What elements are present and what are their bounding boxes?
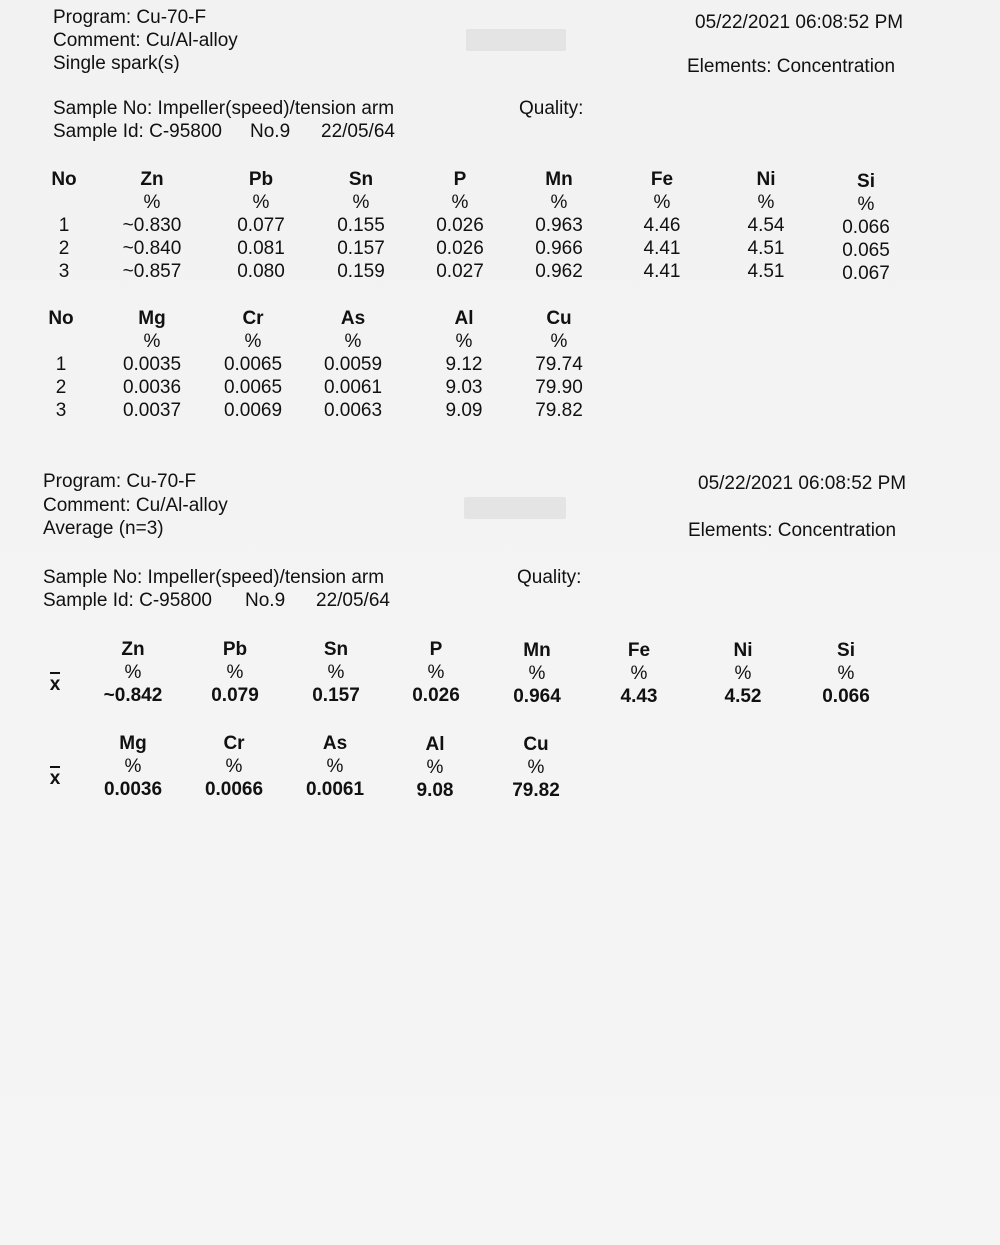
column-zn <box>107 168 197 283</box>
mean-letter: x <box>49 674 61 695</box>
avg-column-cu <box>491 733 581 802</box>
column-cu <box>514 307 604 422</box>
element-header: Zn <box>121 639 145 660</box>
element-header: Al <box>454 308 474 329</box>
table-cell: 9.03 <box>445 377 483 398</box>
average-value: ~0.842 <box>103 685 163 706</box>
no-column <box>44 168 84 283</box>
column-mg <box>107 307 197 422</box>
unit-label: % <box>550 192 568 213</box>
sample-id-label: Sample Id: C-95800 <box>43 590 212 611</box>
row-number: 2 <box>58 238 70 259</box>
table-cell: 0.962 <box>535 261 583 282</box>
table-cell: 0.077 <box>237 215 285 236</box>
table-cell: 0.081 <box>237 238 285 259</box>
table-cell: 0.159 <box>337 261 385 282</box>
average-value: 0.026 <box>412 685 460 706</box>
table-cell: 9.12 <box>445 354 483 375</box>
table-cell: 4.54 <box>747 215 785 236</box>
avg-column-mn <box>492 639 582 708</box>
avg-column-p <box>391 638 481 707</box>
row-number: 3 <box>55 400 67 421</box>
table-cell: 9.09 <box>445 400 483 421</box>
element-header: Si <box>857 171 875 192</box>
column-header: No <box>51 169 77 190</box>
mode-label: Average (n=3) <box>43 518 164 539</box>
mean-symbol <box>45 766 65 790</box>
sample-date: 22/05/64 <box>321 121 395 142</box>
table-cell: 0.0065 <box>223 354 283 375</box>
element-header: Ni <box>756 169 776 190</box>
average-value: 0.066 <box>822 686 870 707</box>
average-value: 0.0061 <box>305 779 365 800</box>
table-cell: 0.027 <box>436 261 484 282</box>
average-value: 0.964 <box>513 686 561 707</box>
element-header: Pb <box>248 169 274 190</box>
unit-label: % <box>226 662 244 683</box>
unit-label: % <box>327 662 345 683</box>
datetime-label: 05/22/2021 06:08:52 PM <box>695 12 904 33</box>
column-mn <box>514 168 604 283</box>
table-cell: 4.51 <box>747 261 785 282</box>
table-cell: 0.963 <box>535 215 583 236</box>
unit-label: % <box>244 331 262 352</box>
element-header: As <box>322 733 348 754</box>
table-cell: 0.0061 <box>323 377 383 398</box>
table-cell: 0.157 <box>337 238 385 259</box>
avg-column-si <box>801 639 891 708</box>
element-header: Mg <box>119 733 147 754</box>
avg-column-fe <box>594 639 684 708</box>
unit-label: % <box>757 192 775 213</box>
unit-label: % <box>352 192 370 213</box>
column-ni <box>721 168 811 283</box>
average-value: 0.079 <box>211 685 259 706</box>
element-header: Mn <box>523 640 551 661</box>
unit-label: % <box>124 756 142 777</box>
sample-no-label: Sample No: Impeller(speed)/tension arm <box>43 567 385 588</box>
element-header: Cu <box>523 734 549 755</box>
element-header: P <box>453 169 467 190</box>
unit-label: % <box>427 662 445 683</box>
table-cell: ~0.830 <box>122 215 182 236</box>
sample-number: No.9 <box>250 121 291 142</box>
element-header: Sn <box>348 169 374 190</box>
no-column <box>41 307 81 422</box>
average-value: 4.43 <box>620 686 658 707</box>
table-cell: 4.51 <box>747 238 785 259</box>
unit-label: % <box>143 192 161 213</box>
row-number: 3 <box>58 261 70 282</box>
table-cell: 0.026 <box>436 238 484 259</box>
element-header: Cu <box>546 308 572 329</box>
column-sn <box>316 168 406 283</box>
average-value: 0.157 <box>312 685 360 706</box>
unit-label: % <box>124 662 142 683</box>
average-value: 79.82 <box>512 780 560 801</box>
table-cell: 0.080 <box>237 261 285 282</box>
datetime-label: 05/22/2021 06:08:52 PM <box>698 473 907 494</box>
element-header: Al <box>425 734 445 755</box>
table-cell: 0.966 <box>535 238 583 259</box>
element-header: P <box>429 639 443 660</box>
elements-label: Elements: Concentration <box>687 56 896 77</box>
table-cell: 4.41 <box>643 238 681 259</box>
average-value: 4.52 <box>724 686 762 707</box>
elements-label: Elements: Concentration <box>688 520 897 541</box>
element-header: Fe <box>650 169 674 190</box>
table-cell: ~0.857 <box>122 261 182 282</box>
redacted-box <box>464 497 566 519</box>
program-label: Program: Cu-70-F <box>53 7 207 28</box>
unit-label: % <box>527 757 545 778</box>
column-si <box>821 170 911 285</box>
avg-column-zn <box>88 638 178 707</box>
table-cell: 0.065 <box>842 240 890 261</box>
table-cell: ~0.840 <box>122 238 182 259</box>
column-al <box>419 307 509 422</box>
table-cell: 0.0065 <box>223 377 283 398</box>
row-number: 1 <box>58 215 70 236</box>
sample-id-label: Sample Id: C-95800 <box>53 121 222 142</box>
table-cell: 0.067 <box>842 263 890 284</box>
mode-label: Single spark(s) <box>53 53 180 74</box>
quality-label: Quality: <box>517 567 582 588</box>
unit-label: % <box>252 192 270 213</box>
row-number: 2 <box>55 377 67 398</box>
unit-label: % <box>344 331 362 352</box>
column-pb <box>216 168 306 283</box>
element-header: Ni <box>733 640 753 661</box>
column-header: No <box>48 308 74 329</box>
quality-label: Quality: <box>519 98 584 119</box>
table-cell: 0.0035 <box>122 354 182 375</box>
table-cell: 0.155 <box>337 215 385 236</box>
table-cell: 0.026 <box>436 215 484 236</box>
average-value: 0.0036 <box>103 779 163 800</box>
mean-letter: x <box>49 768 61 789</box>
table-cell: 4.41 <box>643 261 681 282</box>
column-spacer <box>44 191 84 214</box>
avg-column-cr <box>189 732 279 801</box>
redacted-box <box>466 29 566 51</box>
unit-label: % <box>630 663 648 684</box>
sample-date: 22/05/64 <box>316 590 390 611</box>
table-cell: 0.0063 <box>323 400 383 421</box>
sample-no-label: Sample No: Impeller(speed)/tension arm <box>53 98 395 119</box>
unit-label: % <box>143 331 161 352</box>
table-cell: 0.0036 <box>122 377 182 398</box>
table-cell: 79.90 <box>535 377 583 398</box>
element-header: Cr <box>242 308 264 329</box>
element-header: Sn <box>323 639 349 660</box>
unit-label: % <box>528 663 546 684</box>
unit-label: % <box>451 192 469 213</box>
table-cell: 0.0069 <box>223 400 283 421</box>
mean-symbol <box>45 672 65 696</box>
comment-label: Comment: Cu/Al-alloy <box>43 495 228 516</box>
table-cell: 0.0059 <box>323 354 383 375</box>
avg-column-ni <box>698 639 788 708</box>
table-cell: 4.46 <box>643 215 681 236</box>
element-header: Mg <box>138 308 166 329</box>
element-header: Pb <box>222 639 248 660</box>
table-cell: 0.066 <box>842 217 890 238</box>
table-cell: 0.0037 <box>122 400 182 421</box>
avg-column-pb <box>190 638 280 707</box>
element-header: Fe <box>627 640 651 661</box>
column-as <box>308 307 398 422</box>
column-cr <box>208 307 298 422</box>
unit-label: % <box>455 331 473 352</box>
column-p <box>415 168 505 283</box>
avg-column-al <box>390 733 480 802</box>
table-cell: 79.82 <box>535 400 583 421</box>
row-number: 1 <box>55 354 67 375</box>
average-value: 9.08 <box>416 780 454 801</box>
column-spacer <box>41 330 81 353</box>
column-fe <box>617 168 707 283</box>
avg-column-sn <box>291 638 381 707</box>
avg-column-mg <box>88 732 178 801</box>
comment-label: Comment: Cu/Al-alloy <box>53 30 238 51</box>
unit-label: % <box>225 756 243 777</box>
unit-label: % <box>653 192 671 213</box>
element-header: Mn <box>545 169 573 190</box>
unit-label: % <box>734 663 752 684</box>
element-header: Zn <box>140 169 164 190</box>
unit-label: % <box>326 756 344 777</box>
unit-label: % <box>837 663 855 684</box>
unit-label: % <box>426 757 444 778</box>
table-cell: 79.74 <box>535 354 583 375</box>
program-label: Program: Cu-70-F <box>43 471 197 492</box>
element-header: As <box>340 308 366 329</box>
unit-label: % <box>550 331 568 352</box>
avg-column-as <box>290 732 380 801</box>
sample-number: No.9 <box>245 590 286 611</box>
element-header: Si <box>837 640 855 661</box>
element-header: Cr <box>223 733 245 754</box>
average-value: 0.0066 <box>204 779 264 800</box>
unit-label: % <box>857 194 875 215</box>
